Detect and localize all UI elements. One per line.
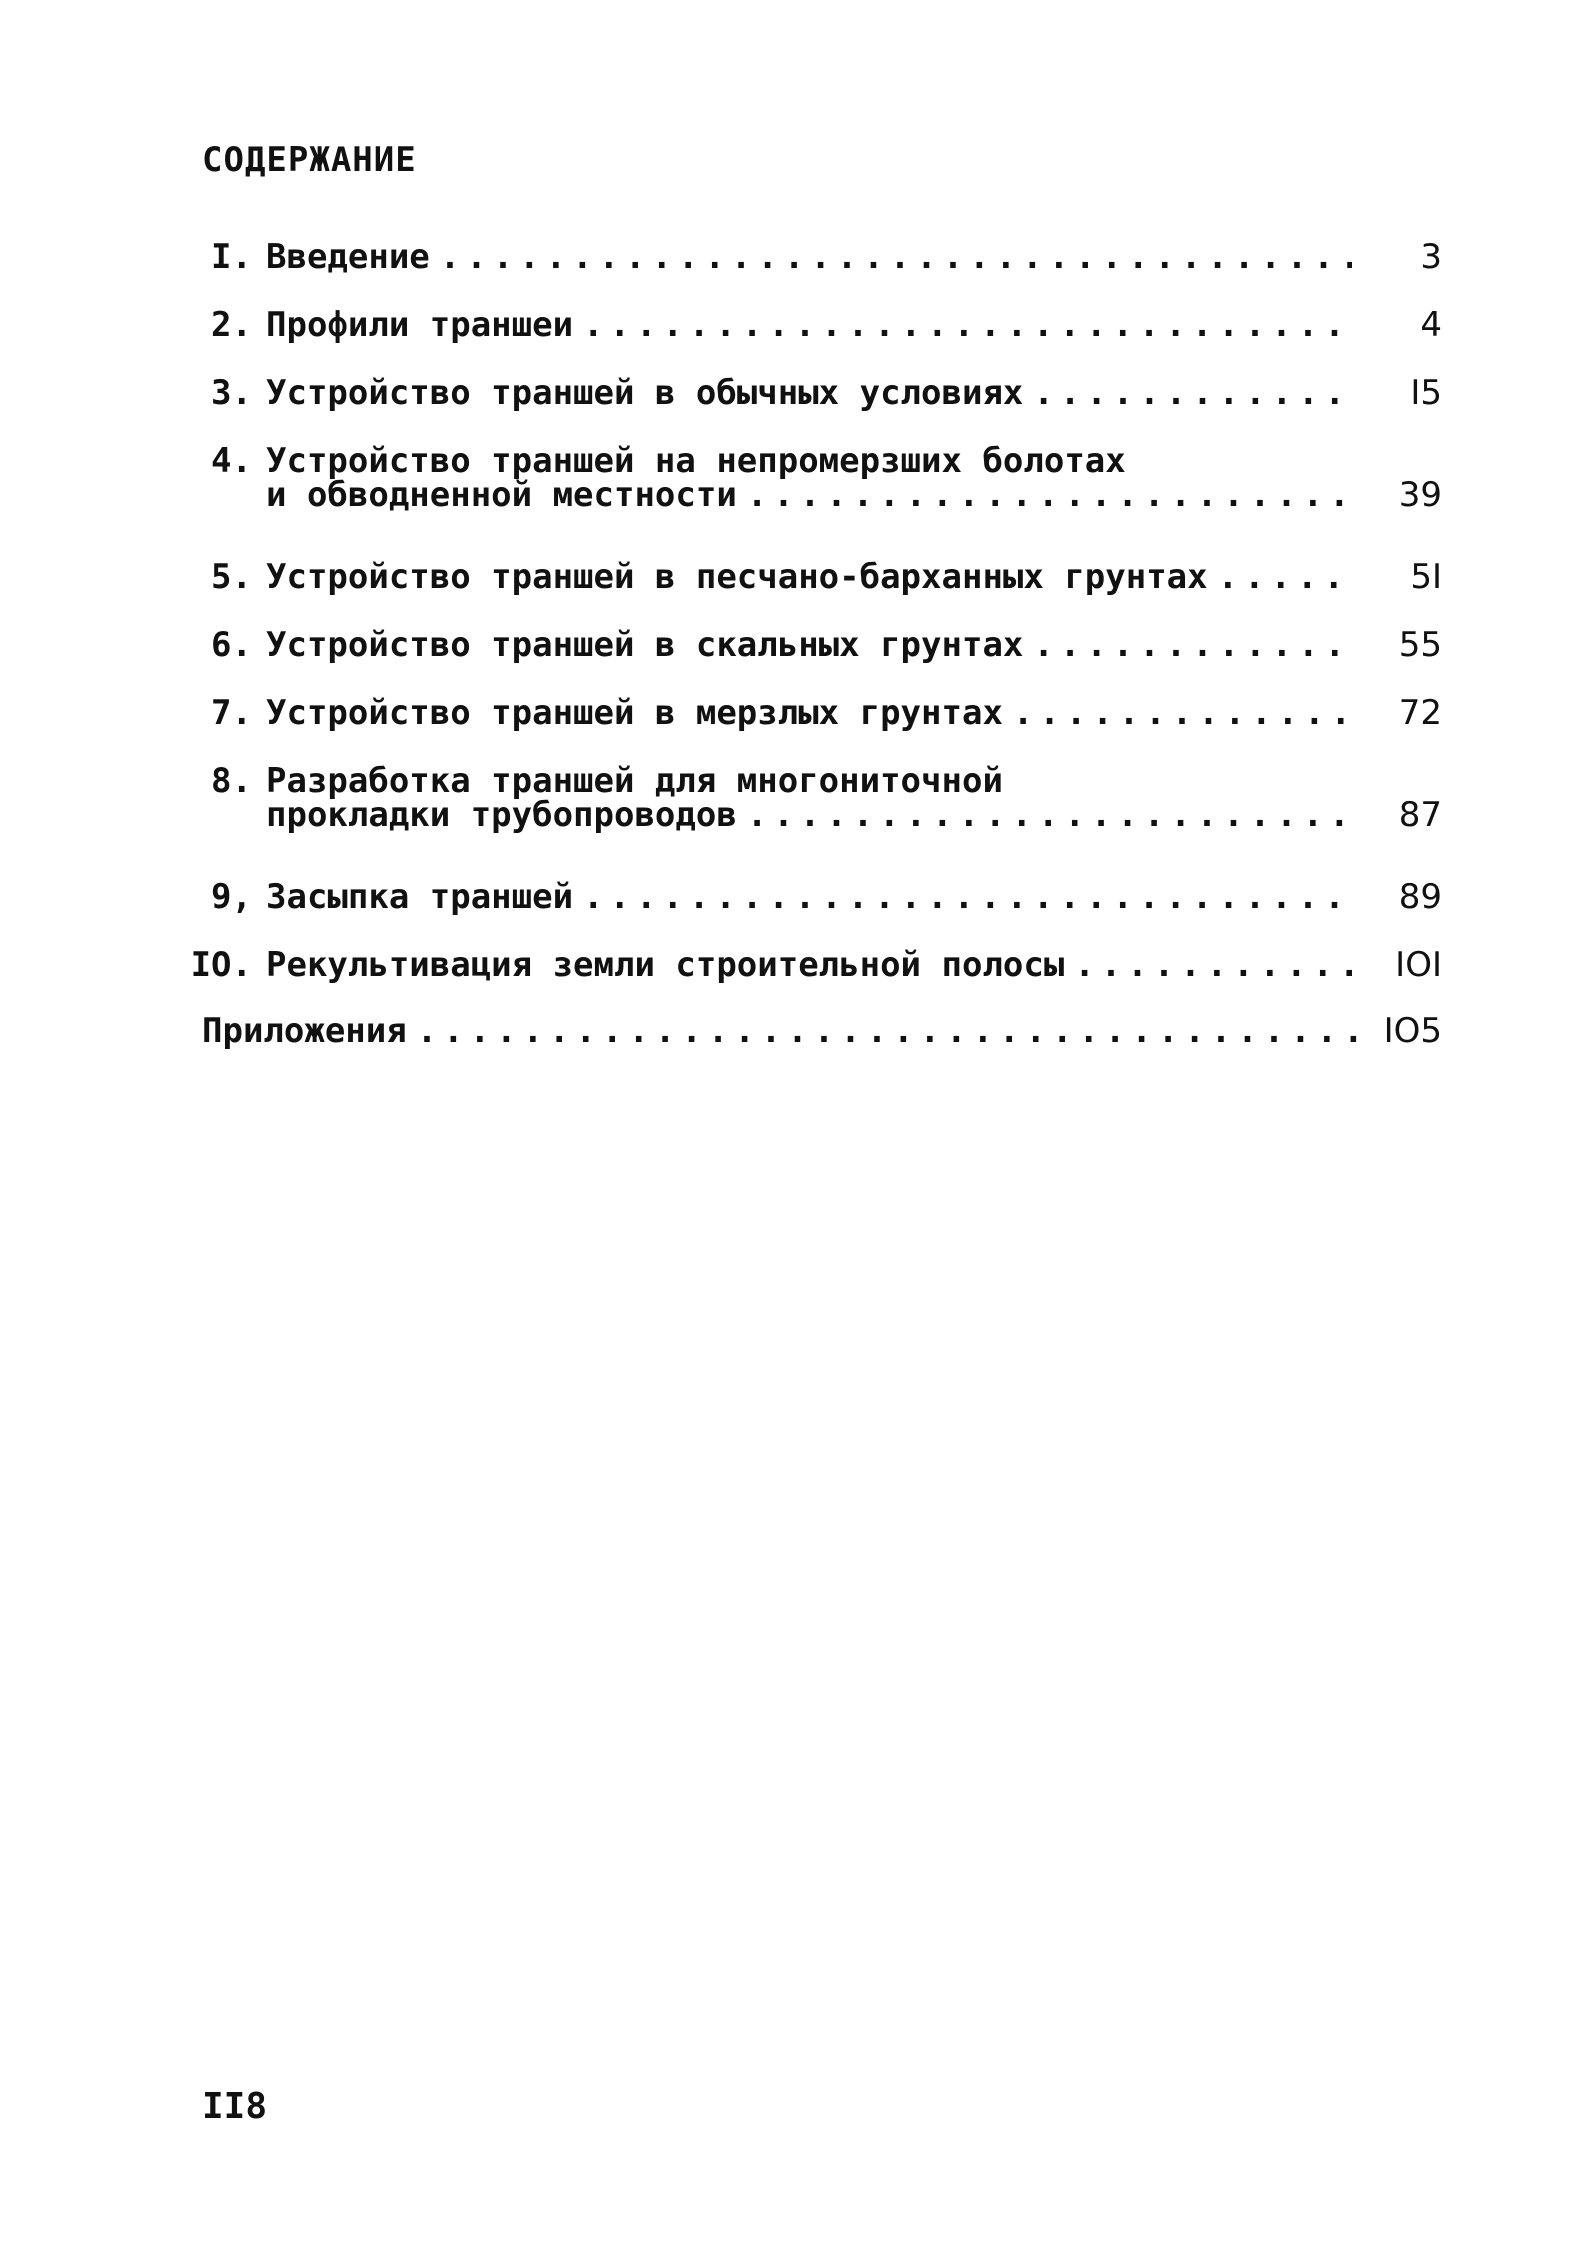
toc-entry <box>182 945 1442 985</box>
toc-entry-number: 2. <box>211 305 252 345</box>
toc-entry-body <box>266 373 1442 413</box>
toc-entry-title: Устройство траншей в скальных грунтах <box>266 625 1024 665</box>
toc-entry <box>182 237 1442 277</box>
toc-entry-body <box>266 761 1442 835</box>
toc-leader-dots <box>440 240 1352 274</box>
toc-entry-line <box>266 693 1442 733</box>
toc-entry-number: 3. <box>211 373 252 413</box>
toc-entry-title: Устройство траншей в песчано-барханных грунтах <box>266 557 1208 597</box>
toc-entry <box>182 441 1442 515</box>
toc-entry-title-continued: прокладки трубопроводов <box>266 795 737 835</box>
toc-entry <box>182 761 1442 835</box>
toc-entry <box>182 557 1442 597</box>
toc-appendix-page: IO5 <box>1383 1011 1442 1051</box>
toc-entry-page: IOI <box>1395 945 1442 985</box>
toc-entry-title: Разработка траншей для многониточной <box>266 761 1003 801</box>
toc-leader-dots <box>583 880 1352 914</box>
toc-entry-page: 55 <box>1398 625 1442 665</box>
toc-leader-dots <box>1033 376 1352 410</box>
toc-entry-body <box>266 557 1442 597</box>
toc-entry-body <box>266 625 1442 665</box>
toc-entry-title: Устройство траншей в обычных условиях <box>266 373 1024 413</box>
toc-entry <box>182 877 1442 917</box>
toc-entry-line <box>266 441 1442 481</box>
toc-entry-number: 8. <box>211 761 252 801</box>
toc-entry <box>182 373 1442 413</box>
toc-entry-body <box>266 237 1442 277</box>
toc-entry-page: 72 <box>1398 693 1442 733</box>
toc-entry-page: 89 <box>1398 877 1442 917</box>
toc-entry-line <box>266 373 1442 413</box>
toc-entry-number: 5. <box>211 557 252 597</box>
page-number: II8 <box>202 2086 268 2127</box>
toc-leader-dots <box>1218 560 1352 594</box>
toc-leader-dots <box>1013 696 1352 730</box>
toc-entry-number: IO. <box>190 945 252 985</box>
toc-entry-body <box>266 877 1442 917</box>
toc-entry-number: I. <box>211 237 252 277</box>
toc-entry-title: Введение <box>266 237 430 277</box>
toc-entry-line <box>266 625 1442 665</box>
toc-entry-title: Засыпка траншей <box>266 877 574 917</box>
toc-entry-body <box>266 305 1442 345</box>
toc-entry-page: 87 <box>1398 795 1442 835</box>
toc-entry-title: Профили траншеи <box>266 305 574 345</box>
toc-heading: СОДЕРЖАНИЕ <box>202 140 417 180</box>
toc-entry-line <box>266 761 1442 801</box>
toc-appendix-title: Приложения <box>202 1011 407 1051</box>
toc-leader-dots <box>1074 948 1352 982</box>
toc-leader-dots <box>417 1014 1372 1048</box>
toc-entry-number: 6. <box>211 625 252 665</box>
toc-entry-line <box>266 305 1442 345</box>
toc-entry-number: 9, <box>211 877 252 917</box>
toc-entry-line <box>266 475 1442 515</box>
toc-entry <box>182 693 1442 733</box>
toc-leader-dots <box>583 308 1352 342</box>
toc-entry-number: 4. <box>211 441 252 481</box>
toc-leader-dots <box>1033 628 1352 662</box>
toc-entry-number: 7. <box>211 693 252 733</box>
toc-entry-title: Устройство траншей на непромерзших болотах <box>266 441 1126 481</box>
toc-entry-page: 4 <box>1420 305 1442 345</box>
toc-entry-page: 39 <box>1398 475 1442 515</box>
toc-entry-body <box>266 441 1442 515</box>
toc-entry-page: 3 <box>1420 237 1442 277</box>
toc-entry-title-continued: и обводненной местности <box>266 475 737 515</box>
toc-entry-line <box>266 877 1442 917</box>
toc-entry-body <box>266 693 1442 733</box>
toc-entry <box>182 305 1442 345</box>
toc-entry-title: Устройство траншей в мерзлых грунтах <box>266 693 1003 733</box>
toc-entry-line <box>266 795 1442 835</box>
toc-leader-dots <box>747 478 1352 512</box>
toc-entry <box>182 625 1442 665</box>
toc-entry-line <box>266 945 1442 985</box>
toc-entry-line <box>266 237 1442 277</box>
toc-appendix-entry <box>202 1011 1442 1051</box>
toc-entry-page: 5I <box>1410 557 1442 597</box>
toc-entry-body <box>266 945 1442 985</box>
toc-entry-page: I5 <box>1410 373 1442 413</box>
toc-leader-dots <box>747 798 1352 832</box>
toc-entry-line <box>266 557 1442 597</box>
toc-entry-title: Рекультивация земли строительной полосы <box>266 945 1065 985</box>
